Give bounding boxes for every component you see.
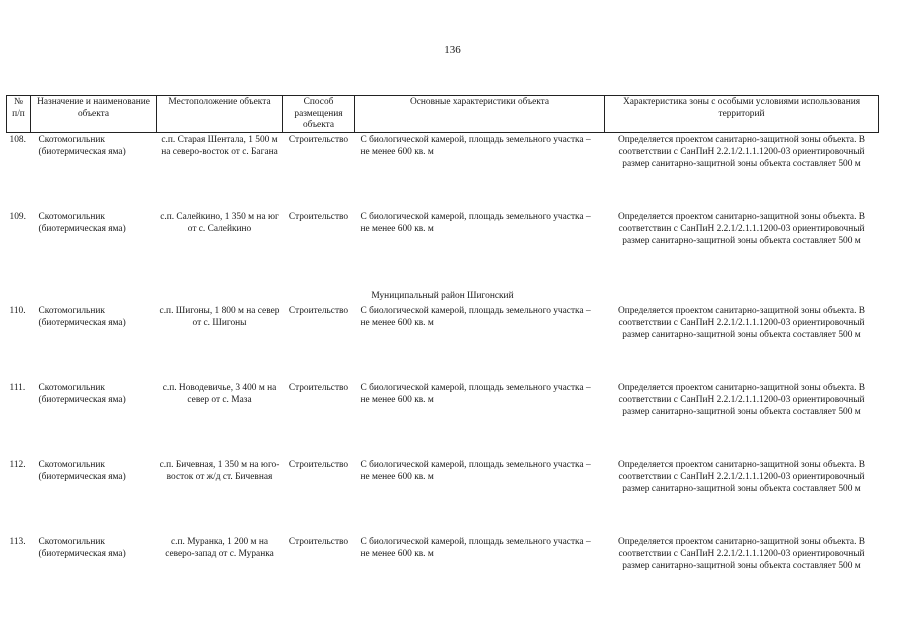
object-characteristics: С биологической камерой, площадь земельного участка – не менее 600 кв. м xyxy=(360,536,591,559)
table-row xyxy=(7,211,879,288)
object-location: с.п. Старая Шентала, 1 500 м на северо-восток от с. Багана xyxy=(161,134,278,157)
zone-characteristics: Определяется проектом санитарно-защитной зоны объекта. В соответствии с СанПиН 2.2.1/2.1.1.1200-03 ориентировочный размер санитарно-защитной зоны объекта составляет 500 м xyxy=(617,134,866,169)
row-number: 111. xyxy=(9,382,26,393)
placement-method: Строительство xyxy=(288,382,349,393)
zone-characteristics: Определяется проектом санитарно-защитной зоны объекта. В соответствии с СанПиН 2.2.1/2.1.1.1200-03 ориентировочный размер санитарно-защитной зоны объекта составляет 500 м xyxy=(617,305,866,340)
placement-method: Строительство xyxy=(288,134,349,145)
table-row xyxy=(7,305,879,382)
row-number: 109. xyxy=(9,211,26,222)
zone-characteristics: Определяется проектом санитарно-защитной зоны объекта. В соответствии с СанПиН 2.2.1/2.1.1.1200-03 ориентировочный размер санитарно-защитной зоны объекта составляет 500 м xyxy=(617,382,866,417)
object-location: с.п. Новодевичье, 3 400 м на север от с. Маза xyxy=(162,382,277,405)
object-location: с.п. Шигоны, 1 800 м на север от с. Шигоны xyxy=(159,305,280,328)
section-title: Муниципальный район Шигонский xyxy=(371,290,514,301)
zone-characteristics: Определяется проектом санитарно-защитной зоны объекта. В соответствии с СанПиН 2.2.1/2.1.1.1200-03 ориентировочный размер санитарно-защитной зоны объекта составляет 500 м xyxy=(617,459,866,494)
object-characteristics: С биологической камерой, площадь земельного участка – не менее 600 кв. м xyxy=(360,459,591,482)
placement-method: Строительство xyxy=(288,305,349,316)
object-name: Скотомогильник (биотермическая яма) xyxy=(38,211,126,234)
header-num: № п/п xyxy=(7,96,31,133)
row-number: 113. xyxy=(9,536,26,547)
object-name: Скотомогильник (биотермическая яма) xyxy=(38,536,126,559)
table-row xyxy=(7,536,879,613)
header-method: Способ размещения объекта xyxy=(283,96,355,133)
object-characteristics: С биологической камерой, площадь земельного участка – не менее 600 кв. м xyxy=(360,305,591,328)
object-name: Скотомогильник (биотермическая яма) xyxy=(38,134,126,157)
placement-method: Строительство xyxy=(288,211,349,222)
section-row xyxy=(7,288,879,305)
object-location: с.п. Бичевная, 1 350 м на юго-восток от ж/д ст. Бичевная xyxy=(159,459,280,482)
object-name: Скотомогильник (биотермическая яма) xyxy=(38,459,126,482)
object-characteristics: С биологической камерой, площадь земельного участка – не менее 600 кв. м xyxy=(360,382,591,405)
object-characteristics: С биологической камерой, площадь земельного участка – не менее 600 кв. м xyxy=(360,211,591,234)
object-location: с.п. Салейкино, 1 350 м на юг от с. Салейкино xyxy=(160,211,279,234)
placement-method: Строительство xyxy=(288,459,349,470)
object-name: Скотомогильник (биотермическая яма) xyxy=(38,382,126,405)
header-characteristics: Основные характеристики объекта xyxy=(355,96,605,133)
zone-characteristics: Определяется проектом санитарно-защитной зоны объекта. В соответствии с СанПиН 2.2.1/2.1.1.1200-03 ориентировочный размер санитарно-защитной зоны объекта составляет 500 м xyxy=(617,536,866,571)
header-location: Местоположение объекта xyxy=(157,96,283,133)
header-name: Назначение и наименование объекта xyxy=(31,96,157,133)
zone-characteristics: Определяется проектом санитарно-защитной зоны объекта. В соответствин с СанПиН 2.2.1/2.1.1.1200-03 ориентировочный размер санитарно-защитной зоны объекта составляет 500 м xyxy=(617,211,866,246)
placement-method: Строительство xyxy=(288,536,349,547)
table-row xyxy=(7,382,879,459)
row-number: 110. xyxy=(9,305,26,316)
table-row xyxy=(7,132,879,211)
object-location: с.п. Муранка, 1 200 м на северо-запад от с. Муранка xyxy=(165,536,274,559)
object-characteristics: С биологической камерой, площадь земельного участка – не менее 600 кв. м xyxy=(360,134,591,157)
objects-table xyxy=(6,95,879,613)
header-zone: Характеристика зоны с особыми условиями использования территорий xyxy=(605,96,879,133)
page-number: 136 xyxy=(444,44,461,56)
table-header-row xyxy=(7,96,879,133)
row-number: 108. xyxy=(9,134,26,145)
row-number: 112. xyxy=(9,459,26,470)
table-row xyxy=(7,459,879,536)
object-name: Скотомогильник (биотермическая яма) xyxy=(38,305,126,328)
